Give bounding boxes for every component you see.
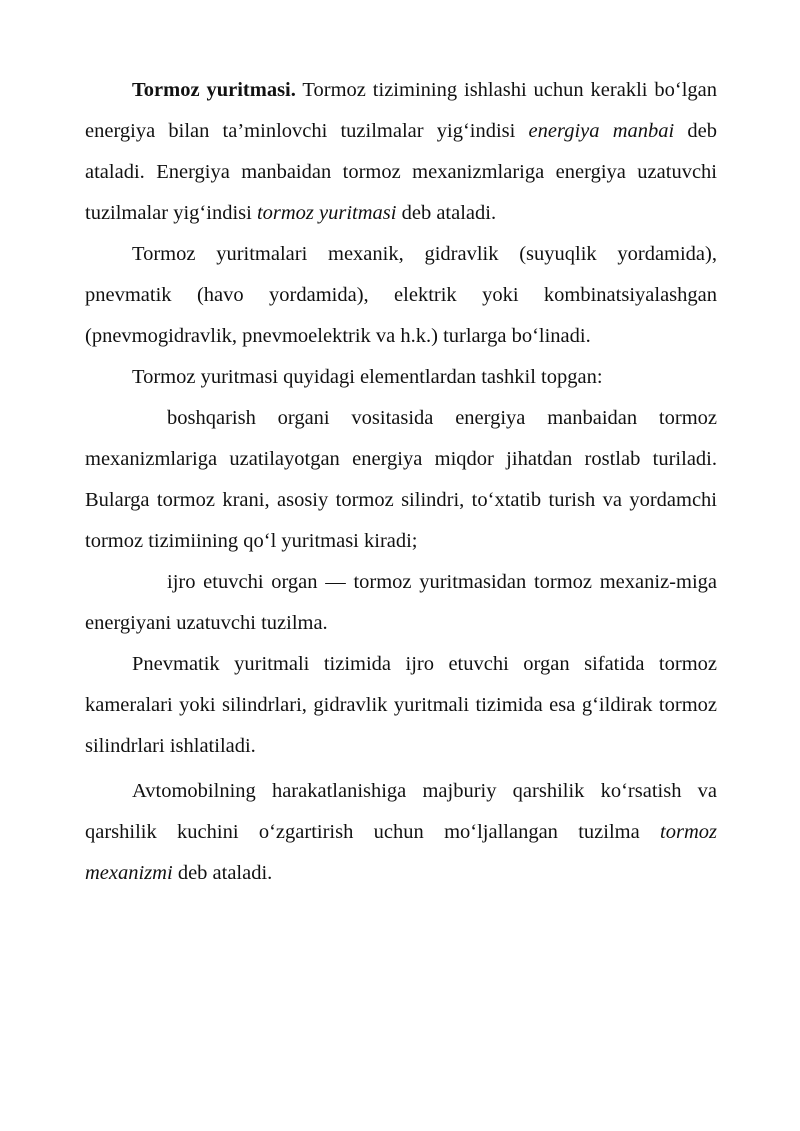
document-page <box>85 70 717 894</box>
term-brake-drive: tormoz yuritmasi <box>256 202 397 224</box>
list-item-executive-organ: ijro etuvchi organ — tormoz yuritmasidan tormoz mexaniz-miga energiyani uzatuvchi tuzilma. <box>85 571 717 634</box>
paragraph-brake-mechanism-definition <box>85 771 717 894</box>
list-item-control-organ: boshqarish organi vositasida energiya manbaidan tormoz mexanizmlariga uzatilayotgan energiya miqdor jihatdan rostlab turiladi. Bularga tormoz krani, asosiy tormoz silindri, to‘xtatib turish va yordamchi tormoz tizimiining qo‘l yuritmasi kiradi; <box>85 407 717 552</box>
paragraph-elements-intro: Tormoz yuritmasi quyidagi elementlardan tashkil topgan: <box>132 366 603 388</box>
paragraph-text: deb ataladi. Energiya manbaidan tormoz mexanizmlariga energiya uzatuvchi tuzilmalar yig‘indisi <box>85 120 717 224</box>
paragraph-pneumatic-system: Pnevmatik yuritmali tizimida ijro etuvchi organ sifatida tormoz kameralari yoki silindrlari, gidravlik yuritmali tizimida esa g‘ildirak tormoz silindrlari ishlatiladi. <box>85 653 717 757</box>
section-heading: Tormoz yuritmasi. <box>132 79 296 101</box>
paragraph-brake-drive-definition <box>85 70 717 234</box>
paragraph-text: deb ataladi. <box>172 862 273 884</box>
term-energy-source: energiya manbai <box>528 120 675 142</box>
paragraph-drive-types: Tormoz yuritmalari mexanik, gidravlik (suyuqlik yordamida), pnevmatik (havo yordamida), elektrik yoki kombinatsiyalashgan (pnevmogidravlik, pnevmoelektrik va h.k.) turlarga bo‘linadi. <box>85 243 717 347</box>
paragraph-text: Tormoz tizimining ishlashi uchun kerakli bo‘lgan energiya bilan ta’minlovchi tuzilmalar yig‘indisi <box>85 79 718 142</box>
paragraph-text: Avtomobilning harakatlanishiga majburiy qarshilik ko‘rsatish va qarshilik kuchini o‘zgartirish uchun mo‘ljallangan tuzilma <box>85 780 717 843</box>
term-brake-mechanism: tormoz mexanizmi <box>85 821 717 884</box>
paragraph-text: deb ataladi. <box>396 202 497 224</box>
